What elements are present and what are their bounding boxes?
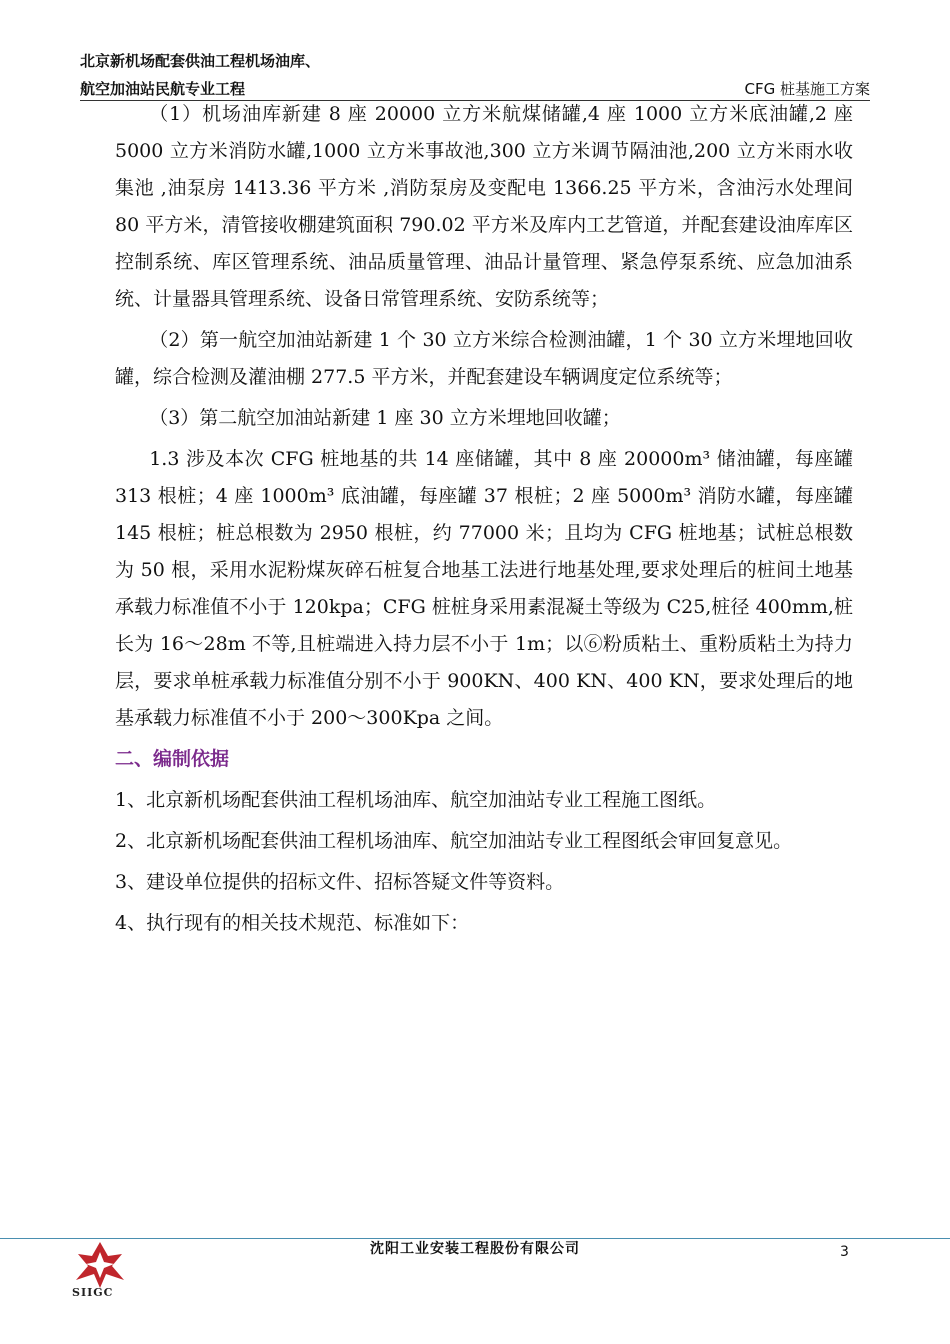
footer-company-name: 沈阳工业安装工程股份有限公司	[370, 1241, 580, 1257]
paragraph-second-station: （3）第二航空加油站新建 1 座 30 立方米埋地回收罐；	[149, 407, 621, 429]
logo-text: SIIGC	[72, 1286, 114, 1299]
basis-item-3: 3、建设单位提供的招标文件、招标答疑文件等资料。	[115, 871, 565, 893]
header-project-line1: 北京新机场配套供油工程机场油库、	[80, 52, 321, 70]
basis-item-1: 1、北京新机场配套供油工程机场油库、航空加油站专业工程施工图纸。	[115, 789, 717, 811]
paragraph-cfg-scope: 1.3 涉及本次 CFG 桩地基的共 14 座储罐，其中 8 座 20000m³ 储油罐，每座罐 313 根桩；4 座 1000m³ 底油罐，每座罐 37 根桩；2 座 5000m³ 消防水罐，每座罐 145 根桩；桩总根数为 2950 根桩，约 77000 米；且均为 CFG 桩地基；试桩总根数为 50 根，采用水泥粉煤灰碎石桩复合地基工法进行地基处理,要求处理后的桩间土地基承载力标准值不小于 120kpa；CFG 桩桩身采用素混凝土等级为 C25,桩径 400mm,桩长为 16～28m 不等,且桩端进入持力层不小于 1m；以⑥粉质粘土、重粉质粘土为持力层，要求单桩承载力标准值分别不小于 900KN、400 KN、400 KN，要求处理后的地基承载力标准值不小于 200～300Kpa 之间。	[115, 448, 853, 729]
basis-item-4: 4、执行现有的相关技术规范、标准如下：	[115, 912, 470, 934]
basis-item-2: 2、北京新机场配套供油工程机场油库、航空加油站专业工程图纸会审回复意见。	[115, 830, 793, 852]
paragraph-first-station: （2）第一航空加油站新建 1 个 30 立方米综合检测油罐，1 个 30 立方米埋地回收罐，综合检测及灌油棚 277.5 平方米，并配套建设车辆调度定位系统等；	[115, 329, 853, 388]
document-body	[115, 96, 853, 946]
section-heading: 二、编制依据	[115, 748, 230, 770]
header-project-line2: 航空加油站民航专业工程	[80, 80, 246, 98]
paragraph-oil-depot: （1）机场油库新建 8 座 20000 立方米航煤储罐,4 座 1000 立方米底油罐,2 座 5000 立方米消防水罐,1000 立方米事故池,300 立方米调节隔油池,200 立方米雨水收集池 ,油泵房 1413.36 平方米 ,消防泵房及变配电 1366.25 平方米，含油污水处理间 80 平方米，清管接收棚建筑面积 790.02 平方米及库内工艺管道，并配套建设油库库区控制系统、库区管理系统、油品质量管理、油品计量管理、紧急停泵系统、应急加油系统、计量器具管理系统、设备日常管理系统、安防系统等；	[115, 103, 853, 310]
header-doc-title: CFG 桩基施工方案	[744, 80, 870, 98]
page-number: 3	[840, 1244, 849, 1260]
